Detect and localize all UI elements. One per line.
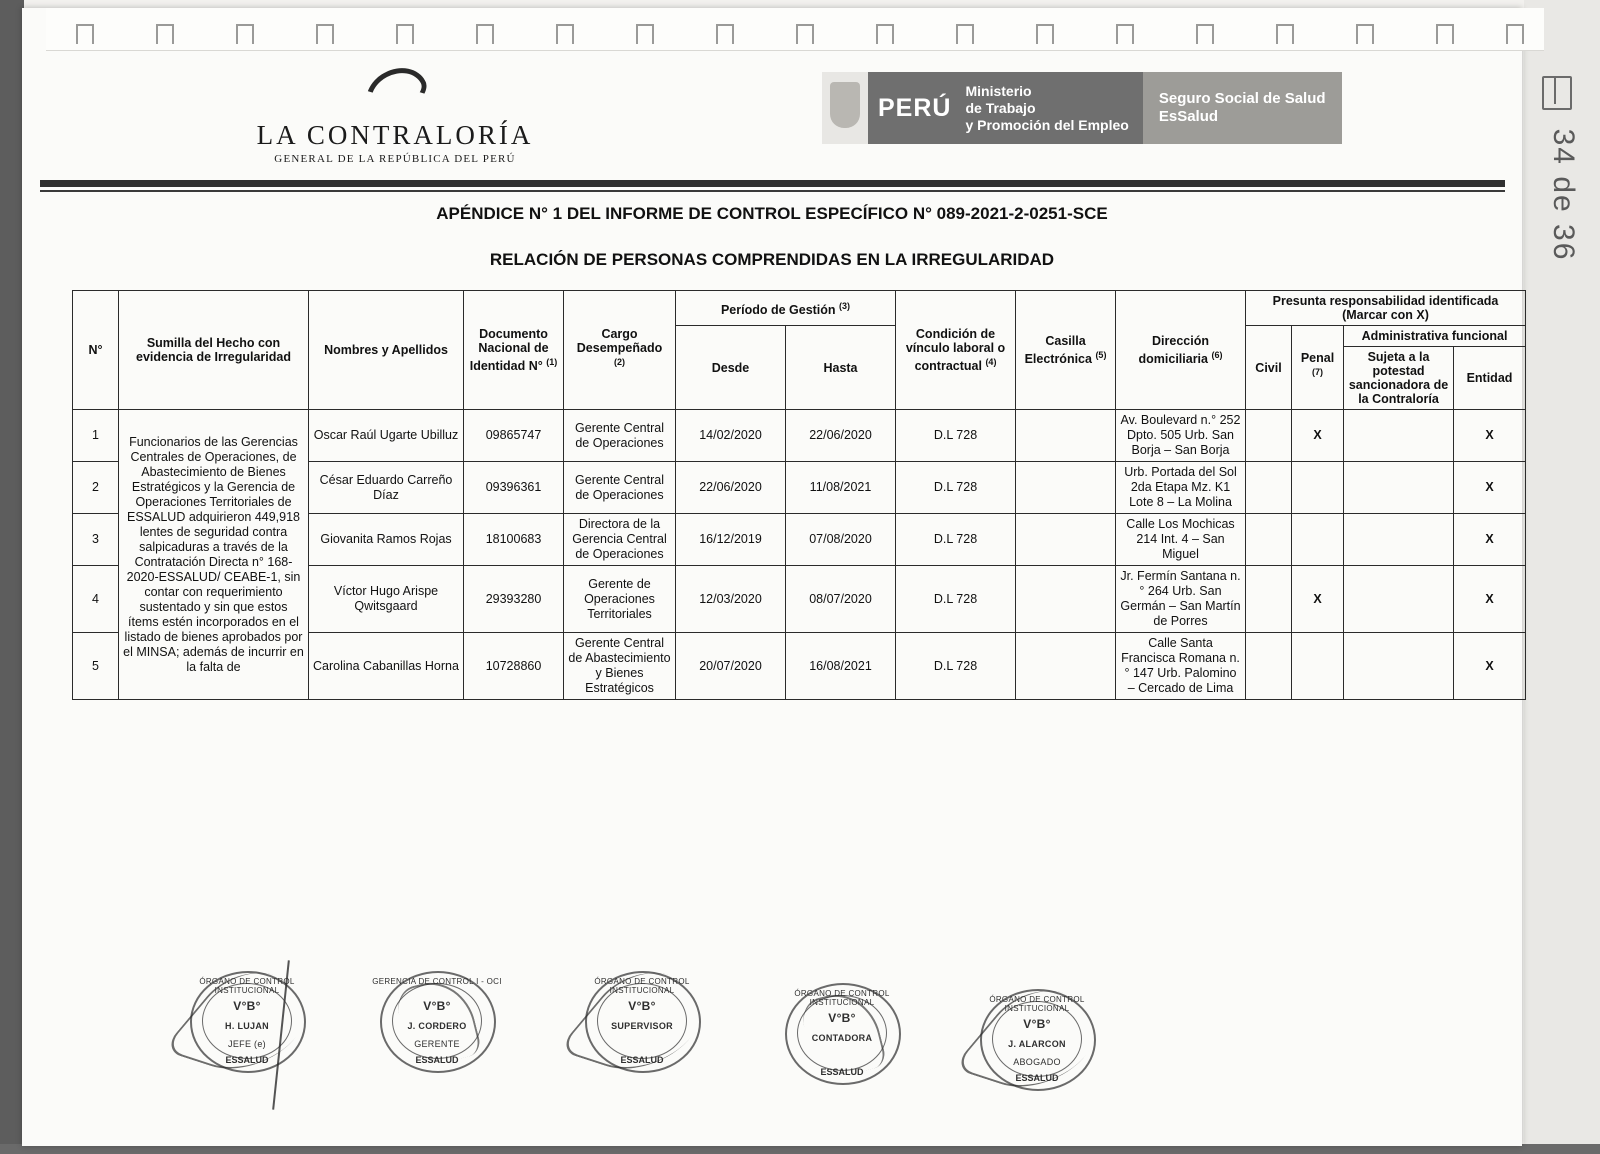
- stamp-vb-label: V°B°: [233, 999, 261, 1013]
- cell-penal: [1292, 514, 1344, 566]
- th-sumilla: Sumilla del Hecho con evidencia de Irregularidad: [119, 291, 309, 410]
- cell-n: 2: [73, 462, 119, 514]
- cell-cargo: Gerente Central de Operaciones: [564, 462, 676, 514]
- th-cargo: Cargo Desempeñado $^{(2)}$: [564, 291, 676, 410]
- th-condicion: Condición de vínculo laboral o contractual $^{(4)}$: [896, 291, 1016, 410]
- stamp-name-label: H. LUJAN: [225, 1021, 269, 1031]
- cell-hasta: 08/07/2020: [786, 566, 896, 633]
- th-entidad: Entidad: [1454, 347, 1526, 410]
- essalud-line-2: EsSalud: [1158, 108, 1219, 125]
- cell-penal: [1292, 633, 1344, 700]
- cell-civil: [1246, 566, 1292, 633]
- persons-table-wrap: [72, 290, 1513, 700]
- cell-dni: 29393280: [464, 566, 564, 633]
- stamp-top-label: ÓRGANO DE CONTROL INSTITUCIONAL: [989, 995, 1085, 1013]
- cell-direccion: Urb. Portada del Sol 2da Etapa Mz. K1 Lote 8 – La Molina: [1116, 462, 1246, 514]
- stamp-role-label: JEFE (e): [228, 1039, 266, 1049]
- th-dni: Documento Nacional de Identidad N° $^{(1)}$: [464, 291, 564, 410]
- persons-table: [72, 290, 1526, 700]
- contraloria-title: LA CONTRALORÍA: [256, 120, 534, 150]
- stamp-entity-label: ESSALUD: [1015, 1073, 1059, 1083]
- cell-hasta: 22/06/2020: [786, 410, 896, 462]
- ministry-line-1: Ministerio: [965, 82, 1032, 99]
- th-penal: Penal $^{(7)}$: [1292, 326, 1344, 410]
- government-logo-block: [822, 72, 1342, 144]
- document-header: [22, 54, 1522, 176]
- stamp-vb-label: V°B°: [628, 999, 656, 1013]
- essalud-block: [1143, 72, 1342, 144]
- cell-nombre: Giovanita Ramos Rojas: [309, 514, 464, 566]
- cell-nombre: Víctor Hugo Arispe Qwitsgaard: [309, 566, 464, 633]
- cell-dni: 10728860: [464, 633, 564, 700]
- cell-penal: X: [1292, 566, 1344, 633]
- cell-hasta: 07/08/2020: [786, 514, 896, 566]
- cell-entidad: X: [1454, 514, 1526, 566]
- cell-sujeta: [1344, 514, 1454, 566]
- scan-left-margin: [0, 0, 24, 1154]
- header-rule-thick: [40, 180, 1505, 187]
- signature-stamps: [142, 963, 1242, 1143]
- cell-direccion: Av. Boulevard n.° 252 Dpto. 505 Urb. San Borja – San Borja: [1116, 410, 1246, 462]
- cell-penal: [1292, 462, 1344, 514]
- th-direccion: Dirección domiciliaria $^{(6)}$: [1116, 291, 1246, 410]
- stamp-seal: [577, 963, 707, 1078]
- th-dni-note: (1): [546, 356, 558, 367]
- cell-sujeta: [1344, 462, 1454, 514]
- cell-civil: [1246, 514, 1292, 566]
- cell-desde: 20/07/2020: [676, 633, 786, 700]
- th-casilla: Casilla Electrónica $^{(5)}$: [1016, 291, 1116, 410]
- cell-casilla: [1016, 633, 1116, 700]
- stamp-entity-label: ESSALUD: [415, 1055, 459, 1065]
- cell-cargo: Gerente Central de Abastecimiento y Bienes Estratégicos: [564, 633, 676, 700]
- cell-n: 1: [73, 410, 119, 462]
- cell-hasta: 16/08/2021: [786, 633, 896, 700]
- cell-condicion: D.L 728: [896, 410, 1016, 462]
- cell-entidad: X: [1454, 566, 1526, 633]
- stamp-role-label: GERENTE: [414, 1039, 460, 1049]
- contraloria-logo: [230, 70, 560, 165]
- cell-direccion: Calle Santa Francisca Romana n.° 147 Urb. Palomino – Cercado de Lima: [1116, 633, 1246, 700]
- binder-strip: [46, 8, 1544, 51]
- cell-dni: 18100683: [464, 514, 564, 566]
- cell-condicion: D.L 728: [896, 633, 1016, 700]
- contraloria-swoosh-icon: [356, 58, 433, 127]
- cell-nombre: Carolina Cabanillas Horna: [309, 633, 464, 700]
- stamp-name-label: SUPERVISOR: [611, 1021, 673, 1031]
- stamp-entity-label: ESSALUD: [225, 1055, 269, 1065]
- th-penal-note: (7): [1312, 367, 1323, 378]
- cell-cargo: Gerente de Operaciones Territoriales: [564, 566, 676, 633]
- stamp-vb-label: V°B°: [1023, 1017, 1051, 1031]
- stamp-top-label: ÓRGANO DE CONTROL INSTITUCIONAL: [199, 977, 295, 995]
- th-presunta-sub: (Marcar con X): [1342, 308, 1429, 322]
- stamp-top-label: GERENCIA DE CONTROL I - OCI: [372, 977, 502, 986]
- ministry-line-3: y Promoción del Empleo: [965, 116, 1129, 133]
- cell-penal: X: [1292, 410, 1344, 462]
- peru-crest-icon: [822, 72, 868, 144]
- th-direccion-note: (6): [1211, 349, 1223, 360]
- cell-hasta: 11/08/2021: [786, 462, 896, 514]
- document-paper: [22, 8, 1522, 1146]
- cell-desde: 16/12/2019: [676, 514, 786, 566]
- ministry-line-2: de Trabajo: [965, 99, 1036, 116]
- th-hasta: Hasta: [786, 326, 896, 410]
- cell-casilla: [1016, 410, 1116, 462]
- stamp-role-label: ABOGADO: [1013, 1057, 1061, 1067]
- table-row: [73, 410, 1526, 462]
- th-administrativa: Administrativa funcional: [1344, 326, 1526, 347]
- cell-entidad: X: [1454, 633, 1526, 700]
- cell-civil: [1246, 410, 1292, 462]
- th-sujeta: Sujeta a la potestad sancionadora de la Contraloría: [1344, 347, 1454, 410]
- stamp-seal: [372, 963, 502, 1078]
- stamp-entity-label: ESSALUD: [620, 1055, 664, 1065]
- cell-direccion: Jr. Fermín Santana n.° 264 Urb. San Germán – San Martín de Porres: [1116, 566, 1246, 633]
- ministry-block: [868, 72, 1143, 144]
- stamp-entity-label: ESSALUD: [820, 1067, 864, 1077]
- stamp-top-label: ÓRGANO DE CONTROL INSTITUCIONAL: [594, 977, 690, 995]
- cell-condicion: D.L 728: [896, 514, 1016, 566]
- stamp-seal: [777, 975, 907, 1090]
- th-nombres: Nombres y Apellidos: [309, 291, 464, 410]
- cell-desde: 14/02/2020: [676, 410, 786, 462]
- cell-condicion: D.L 728: [896, 462, 1016, 514]
- th-presunta: Presunta responsabilidad identificada (Marcar con X): [1246, 291, 1526, 326]
- cell-nombre: César Eduardo Carreño Díaz: [309, 462, 464, 514]
- cell-desde: 12/03/2020: [676, 566, 786, 633]
- cell-cargo: Gerente Central de Operaciones: [564, 410, 676, 462]
- cell-condicion: D.L 728: [896, 566, 1016, 633]
- cell-casilla: [1016, 462, 1116, 514]
- peru-label: PERÚ: [878, 93, 952, 122]
- cell-entidad: X: [1454, 410, 1526, 462]
- cell-n: 5: [73, 633, 119, 700]
- cell-n: 4: [73, 566, 119, 633]
- stamp-top-label: ÓRGANO DE CONTROL INSTITUCIONAL: [794, 989, 890, 1007]
- stamp-name-label: J. CORDERO: [407, 1021, 467, 1031]
- cell-desde: 22/06/2020: [676, 462, 786, 514]
- cell-civil: [1246, 462, 1292, 514]
- th-casilla-note: (5): [1095, 349, 1107, 360]
- book-icon: [1542, 76, 1572, 110]
- contraloria-subtitle: GENERAL DE LA REPÚBLICA DEL PERÚ: [274, 153, 516, 165]
- cell-civil: [1246, 633, 1292, 700]
- th-n: N°: [73, 291, 119, 410]
- page-number-label: 34 de 36: [1547, 128, 1580, 262]
- stamp-name-label: CONTADORA: [811, 1033, 873, 1043]
- document-title: APÉNDICE N° 1 DEL INFORME DE CONTROL ESPECÍFICO N° 089-2021-2-0251-SCE: [436, 204, 1108, 223]
- stamp-seal: [972, 981, 1102, 1096]
- document-subtitle: RELACIÓN DE PERSONAS COMPRENDIDAS EN LA IRREGULARIDAD: [489, 250, 1055, 269]
- cell-sumilla: Funcionarios de las Gerencias Centrales de Operaciones, de Abastecimiento de Bienes Estratégicos y la Gerencia de Operaciones Territoriales de ESSALUD adquirieron 449,918 lentes de seguridad contra salpicaduras a través de la Contratación Directa n° 168-2020-ESSALUD/ CEABE-1, sin contar con requerimiento sustentado y sin que estos ítems estén incorporados en el listado de bienes aprobados por el MINSA; además de incurrir en la falta de: [119, 410, 309, 700]
- cell-dni: 09396361: [464, 462, 564, 514]
- th-periodo: Período de Gestión $^{(3)}$: [676, 291, 896, 326]
- cell-casilla: [1016, 566, 1116, 633]
- th-desde: Desde: [676, 326, 786, 410]
- page-number-tab: [1530, 68, 1590, 318]
- header-rule-thin: [40, 190, 1505, 192]
- cell-cargo: Directora de la Gerencia Central de Operaciones: [564, 514, 676, 566]
- stamp-vb-label: V°B°: [828, 1011, 856, 1025]
- cell-sujeta: [1344, 566, 1454, 633]
- th-condicion-note: (4): [985, 356, 997, 367]
- th-cargo-note: (2): [614, 356, 625, 367]
- cell-direccion: Calle Los Mochicas 214 Int. 4 – San Miguel: [1116, 514, 1246, 566]
- cell-n: 3: [73, 514, 119, 566]
- stamp-name-label: J. ALARCON: [1008, 1039, 1066, 1049]
- cell-nombre: Oscar Raúl Ugarte Ubilluz: [309, 410, 464, 462]
- cell-sujeta: [1344, 633, 1454, 700]
- stamp-vb-label: V°B°: [423, 999, 451, 1013]
- th-periodo-note: (3): [839, 300, 851, 311]
- th-civil: Civil: [1246, 326, 1292, 410]
- cell-casilla: [1016, 514, 1116, 566]
- cell-dni: 09865747: [464, 410, 564, 462]
- essalud-line-1: Seguro Social de Salud: [1158, 90, 1326, 107]
- stamp-seal: [182, 963, 312, 1078]
- cell-sujeta: [1344, 410, 1454, 462]
- cell-entidad: X: [1454, 462, 1526, 514]
